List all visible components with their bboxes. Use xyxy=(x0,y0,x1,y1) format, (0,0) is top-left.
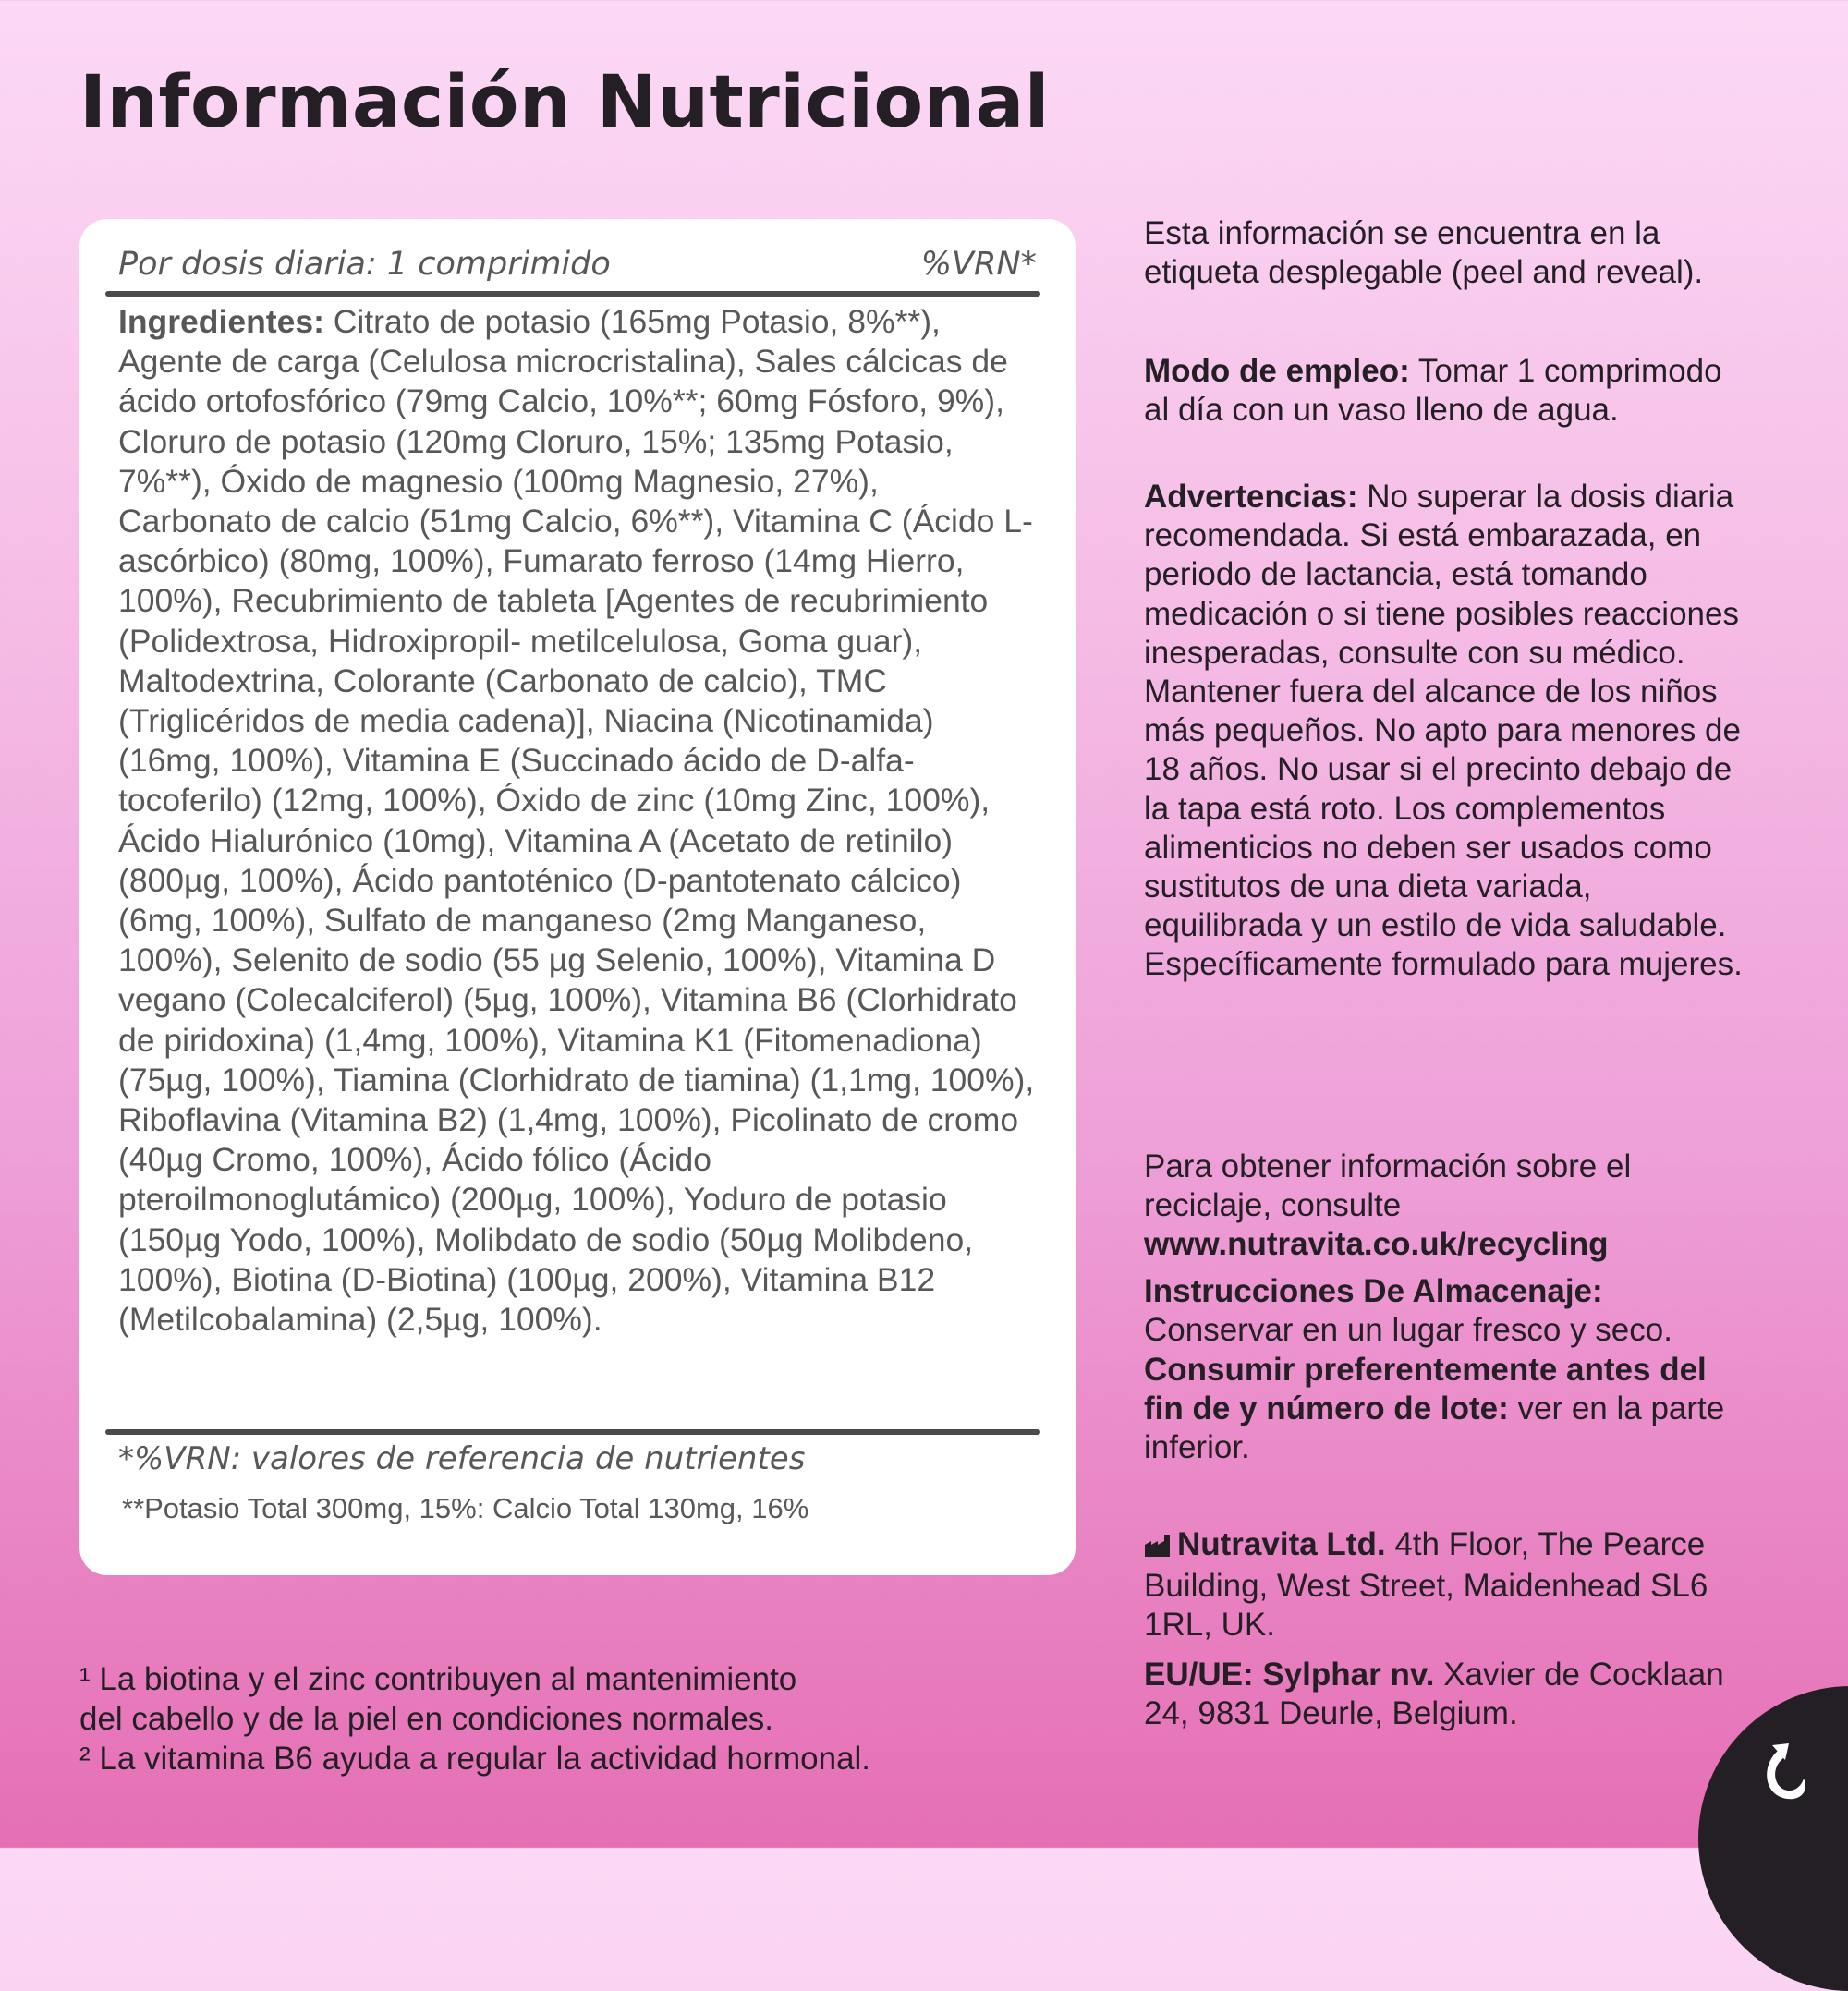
bestbefore-label: Consumir preferentemente antes del fin de y número de lote: xyxy=(1144,1352,1707,1427)
recycling-block xyxy=(1144,1147,1754,1265)
warnings-text: No superar la dosis diaria recomendada. Si está embarazada, en periodo de lactancia, está tomando medicación o si tiene posibles reacciones inesperadas, consulte con su médico. Mantener fuera del alcance de los niños más pequeños. No apto para menores de 18 años. No usar si el precinto debajo de la tapa está roto. Los complementos alimenticios no deben ser usados como sustitutos de una dieta variada, equilibrada y un estilo de vida saludable. Específicamente formulado para mujeres. xyxy=(1144,479,1743,983)
storage-text: Conservar en un lugar fresco y seco. xyxy=(1144,1312,1672,1349)
claim-line-1: ¹ La biotina y el zinc contribuyen al mantenimiento xyxy=(79,1661,797,1697)
usage-block xyxy=(1144,352,1754,430)
bestbefore-text: ver en la parte inferior. xyxy=(1144,1390,1725,1466)
eu-block xyxy=(1144,1656,1754,1733)
eu-label: EU/UE: Sylphar nv. xyxy=(1144,1657,1435,1693)
vrn-footnote: *%VRN: valores de referencia de nutrientes xyxy=(118,1440,806,1477)
warnings-label: Advertencias: xyxy=(1144,479,1358,515)
storage-label: Instrucciones De Almacenaje: xyxy=(1144,1273,1603,1309)
nutrition-card xyxy=(79,219,1076,1575)
intro-block xyxy=(1144,214,1754,292)
usage-text: Tomar 1 comprimodo al día con un vaso lleno de agua. xyxy=(1144,353,1722,429)
storage-block xyxy=(1144,1272,1754,1350)
warnings-block xyxy=(1144,478,1754,985)
manufacturer-address: 4th Floor, The Pearce Building, West Street, Maidenhead SL6 1RL, UK. xyxy=(1144,1526,1708,1644)
bestbefore-block xyxy=(1144,1351,1754,1468)
eu-address: Xavier de Cocklaan 24, 9831 Deurle, Belgium. xyxy=(1144,1657,1724,1732)
recycling-url[interactable]: www.nutravita.co.uk/recycling xyxy=(1144,1226,1609,1263)
totals-footnote: **Potasio Total 300mg, 15%: Calcio Total 130mg, 16% xyxy=(122,1492,809,1524)
usage-label: Modo de empleo: xyxy=(1144,353,1410,389)
claim-line-3: ² La vitamina B6 ayuda a regular la actividad hormonal. xyxy=(79,1741,871,1777)
manufacturer-block xyxy=(1144,1525,1754,1645)
factory-icon xyxy=(1144,1528,1172,1567)
top-divider xyxy=(105,291,1040,297)
dose-label: Por dosis diaria: 1 comprimido xyxy=(118,246,611,283)
recycling-text: Para obtener información sobre el reciclaje, consulte xyxy=(1144,1148,1632,1224)
claim-line-2: del cabello y de la piel en condiciones normales. xyxy=(79,1701,774,1737)
peel-arrow-icon xyxy=(1756,1742,1817,1815)
ingredients-text xyxy=(118,302,1037,1340)
card-header xyxy=(118,237,1037,291)
ingredients-label: Ingredientes: xyxy=(118,303,324,340)
ingredients-list: Citrato de potasio (165mg Potasio, 8%**), Agente de carga (Celulosa microcristalina), Sales cálcicas de ácido ortofosfórico (79mg Calcio, 10%**; 60mg Fósforo, 9%), Cloruro de potasio (120mg Cloruro, 15%; 135mg Potasio, 7%**), Óxido de magnesio (100mg Magnesio, 27%), Carbonato de calcio (51mg Calcio, 6%**), Vitamina C (Ácido L-ascórbico) (80mg, 100%), Fumarato ferroso (14mg Hierro, 100%), Recubrimiento de tableta [Agentes de recubrimiento (Polidextrosa, Hidroxipropil- metilcelulosa, Goma guar), Maltodextrina, Colorante (Carbonato de calcio), TMC (Triglicéridos de media cadena)], Niacina (Nicotinamida) (16mg, 100%), Vitamina E (Succinado ácido de D-alfa-tocoferilo) (12mg, 100%), Óxido de zinc (10mg Zinc, 100%), Ácido Hialurónico (10mg), Vitamina A (Acetato de retinilo) (800µg, 100%), Ácido pantoténico (D-pantotenato cálcico) (6mg, 100%), Sulfato de manganeso (2mg Manganeso, 100%), Selenito de sodio (55 µg Selenio, 100%), Vitamina D vegano (Colecalciferol) (5µg, 100%), Vitamina B6 (Clorhidrato de piridoxina) (1,4mg, 100%), Vitamina K1 (Fitomenadiona) (75µg, 100%), Tiamina (Clorhidrato de tiamina) (1,1mg, 100%), Riboflavina (Vitamina B2) (1,4mg, 100%), Picolinato de cromo (40µg Cromo, 100%), Ácido fólico (Ácido pteroilmonoglutámico) (200µg, 100%), Yoduro de potasio (150µg Yodo, 100%), Molibdato de sodio (50µg Molibdeno, 100%), Biotina (D-Biotina) (100µg, 200%), Vitamina B12 (Metilcobalamina) (2,5µg, 100%). xyxy=(118,303,1035,1339)
health-claims xyxy=(79,1659,1003,1779)
intro-text: Esta información se encuentra en la etiqueta desplegable (peel and reveal). xyxy=(1144,215,1704,291)
vrn-label: %VRN* xyxy=(920,246,1037,283)
page-title: Información Nutricional xyxy=(79,61,1050,144)
bottom-divider xyxy=(105,1429,1040,1435)
manufacturer-name: Nutravita Ltd. xyxy=(1177,1526,1386,1562)
